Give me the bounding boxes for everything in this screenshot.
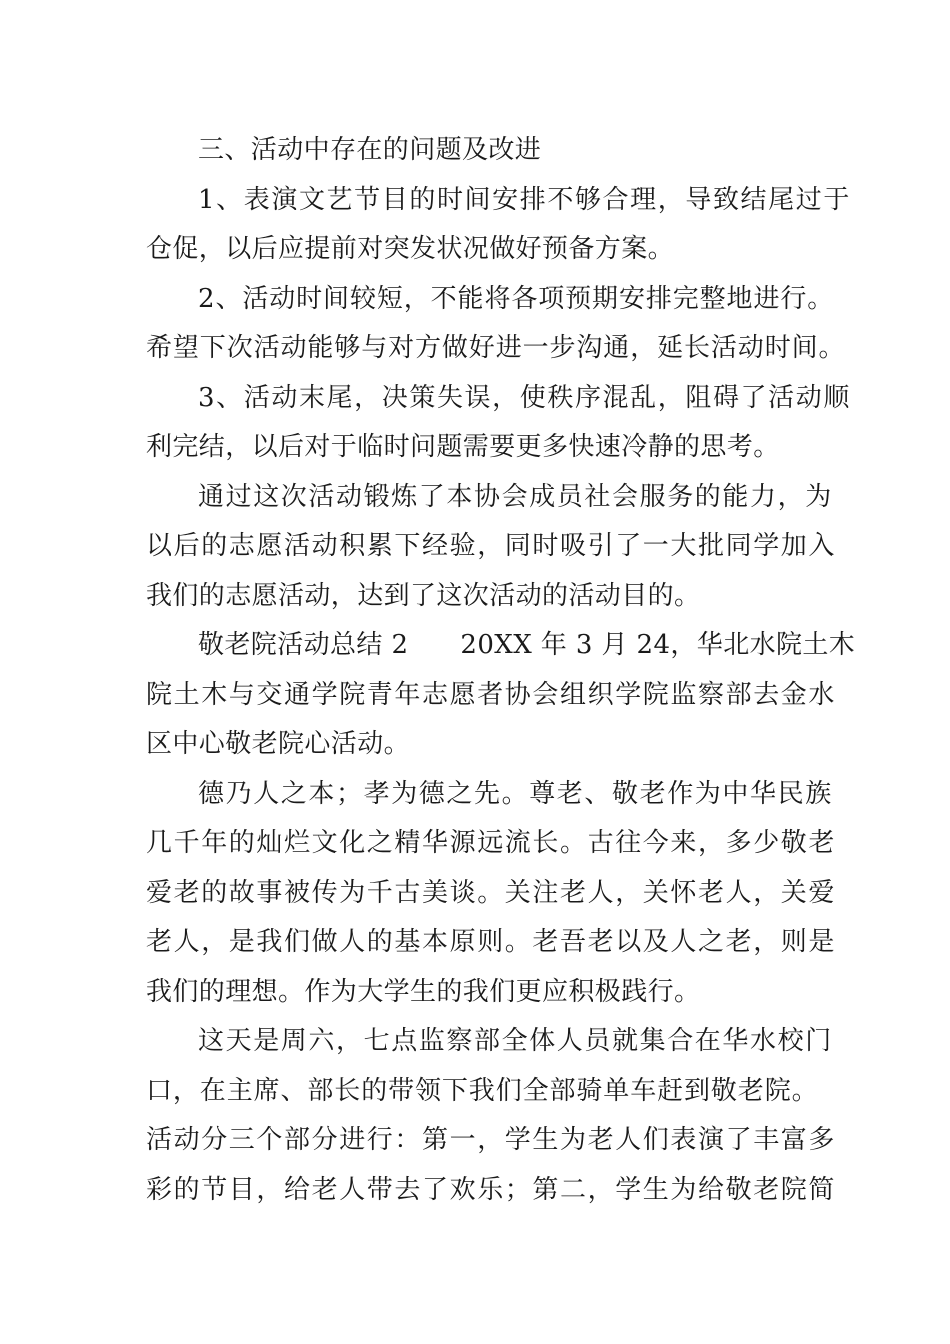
paragraph-line: 口，在主席、部长的带领下我们全部骑单车赶到敬老院。 [146, 1076, 819, 1106]
paragraph-line: 3、活动末尾，决策失误，使秩序混乱，阻碍了活动顺 [198, 383, 851, 413]
paragraph-line: 希望下次活动能够与对方做好进一步沟通，延长活动时间。 [146, 333, 846, 363]
paragraph-line: 德乃人之本；孝为德之先。尊老、敬老作为中华民族 [198, 779, 833, 809]
paragraph-line: 院土木与交通学院青年志愿者协会组织学院监察部去金水 [146, 680, 837, 710]
paragraph-line: 几千年的灿烂文化之精华源远流长。古往今来，多少敬老 [146, 828, 837, 858]
section-intro: 20XX 年 3 月 24，华北水院土木 [460, 630, 856, 660]
paragraph-line: 2、活动时间较短，不能将各项预期安排完整地进行。 [198, 284, 835, 314]
paragraph-line: 活动分三个部分进行：第一，学生为老人们表演了丰富多 [146, 1125, 837, 1155]
paragraph-line: 爱老的故事被传为千古美谈。关注老人，关怀老人，关爱 [146, 878, 837, 908]
paragraph-line: 我们的志愿活动，达到了这次活动的活动目的。 [146, 581, 701, 611]
paragraph-line: 老人，是我们做人的基本原则。老吾老以及人之老，则是 [146, 927, 837, 957]
paragraph-line: 以后的志愿活动积累下经验，同时吸引了一大批同学加入 [146, 531, 837, 561]
section-heading: 三、活动中存在的问题及改进 [198, 135, 542, 165]
paragraph-line: 彩的节目，给老人带去了欢乐；第二，学生为给敬老院简 [146, 1175, 837, 1205]
paragraph-line: 仓促，以后应提前对突发状况做好预备方案。 [146, 234, 675, 264]
paragraph-line: 1、表演文艺节目的时间安排不够合理，导致结尾过于 [198, 185, 851, 215]
section-title-line [198, 625, 855, 665]
paragraph-line: 区中心敬老院心活动。 [146, 729, 411, 759]
paragraph-line: 我们的理想。作为大学生的我们更应积极践行。 [146, 977, 701, 1007]
section-title: 敬老院活动总结 2 [198, 630, 409, 660]
paragraph-line: 通过这次活动锻炼了本协会成员社会服务的能力，为 [198, 482, 833, 512]
paragraph-line: 利完结，以后对于临时问题需要更多快速冷静的思考。 [146, 432, 780, 462]
paragraph-line: 这天是周六，七点监察部全体人员就集合在华水校门 [198, 1026, 833, 1056]
